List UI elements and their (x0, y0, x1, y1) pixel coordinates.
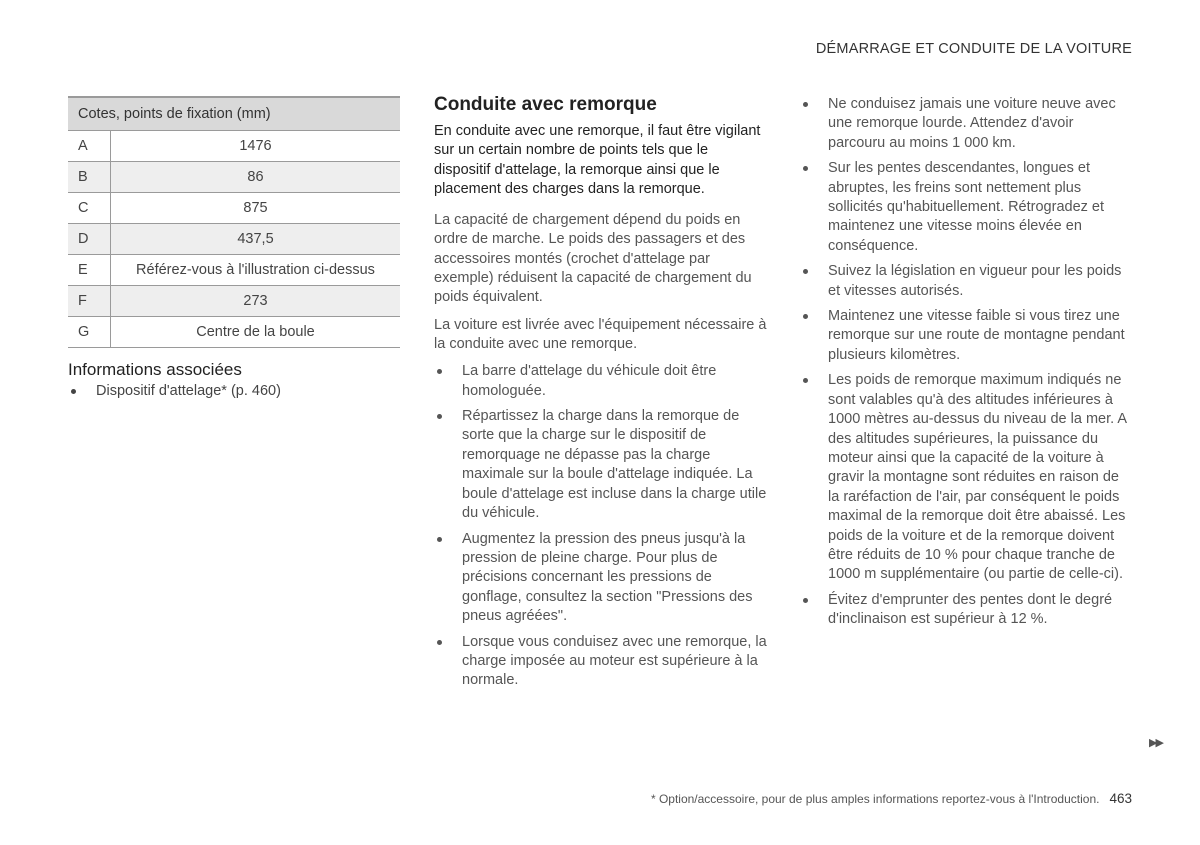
list-item: Évitez d'emprunter des pentes dont le degré d'inclinaison est supérieur à 12 %. (800, 591, 1134, 630)
row-value: 273 (111, 286, 401, 317)
table-row (68, 162, 400, 193)
dimensions-table (68, 96, 400, 348)
paragraph: La capacité de chargement dépend du poids en ordre de marche. Le poids des passagers et des accessoires montés (crochet d'attelage par exemple) réduisent la capacité de chargement du poids équivalent. (434, 212, 752, 306)
list-item: Sur les pentes descendantes, longues et abruptes, les freins sont nettement plus sollicités qu'habituellement. Rétrogradez et maintenez une vitesse moins élevée en conséquence. (800, 159, 1134, 256)
bullet-list (434, 362, 768, 691)
row-key: A (68, 131, 111, 162)
section-title: Conduite avec remorque (434, 94, 657, 115)
list-item: Ne conduisez jamais une voiture neuve avec une remorque lourde. Attendez d'avoir parcouru au moins 1 000 km. (800, 95, 1134, 153)
row-key: C (68, 193, 111, 224)
row-value: 1476 (111, 131, 401, 162)
row-key: D (68, 224, 111, 255)
continue-arrows-icon: ▶▶ (1149, 737, 1162, 749)
list-item: Augmentez la pression des pneus jusqu'à la pression de pleine charge. Pour plus de précisions concernant les pressions de gonflage, consultez la section "Pressions des pneus agréées". (434, 530, 768, 627)
list-item: Lorsque vous conduisez avec une remorque, la charge imposée au moteur est supérieure à la normale. (434, 633, 768, 691)
bullet-list (800, 95, 1134, 630)
row-value: 437,5 (111, 224, 401, 255)
running-header: DÉMARRAGE ET CONDUITE DE LA VOITURE (815, 41, 1132, 57)
table-row (68, 224, 400, 255)
footnote-text: * Option/accessoire, pour de plus amples informations reportez-vous à l'Introduction. (650, 792, 1100, 806)
table-row (68, 255, 400, 286)
row-value: Référez-vous à l'illustration ci-dessus (111, 255, 401, 286)
row-value: 875 (111, 193, 401, 224)
row-value: Centre de la boule (111, 317, 401, 348)
list-item: Répartissez la charge dans la remorque de sorte que la charge sur le dispositif de remorquage ne dépasse pas la charge maximale sur la boule d'attelage indiquée. La boule d'attelage est incluse dans la charge utile du véhicule. (434, 407, 768, 523)
related-info-title: Informations associées (68, 360, 242, 379)
row-key: G (68, 317, 111, 348)
table-row (68, 317, 400, 348)
table-row (68, 286, 400, 317)
list-item: Les poids de remorque maximum indiqués ne sont valables qu'à des altitudes inférieures à 1000 mètres au-dessus du niveau de la mer. A des altitudes supérieures, la puissance du moteur ainsi que la capacité de la voiture à gravir la montagne sont réduites en raison de la raréfaction de l'air, par conséquent le poids maximal de la remorque doit être abaissé. Les poids de la voiture et de la remorque doivent être réduits de 10 % pour chaque tranche de 1000 m supplémentaire (ou partie de celle-ci). (800, 371, 1134, 584)
section-intro: En conduite avec une remorque, il faut être vigilant sur un certain nombre de points tels que le dispositif d'attelage, la remorque ainsi que le placement des charges dans la remorque. (434, 123, 761, 197)
table-row (68, 131, 400, 162)
row-value: 86 (111, 162, 401, 193)
page-number: 463 (1109, 791, 1132, 806)
list-item: Maintenez une vitesse faible si vous tirez une remorque sur une route de montagne pendant plusieurs kilomètres. (800, 307, 1134, 365)
list-item: Suivez la législation en vigueur pour les poids et vitesses autorisés. (800, 262, 1134, 301)
table-heading: Cotes, points de fixation (mm) (68, 97, 400, 131)
row-key: B (68, 162, 111, 193)
table-row (68, 193, 400, 224)
footer (651, 791, 1132, 806)
row-key: E (68, 255, 111, 286)
related-info-list (68, 382, 400, 401)
left-column (68, 96, 400, 401)
right-column (800, 95, 1134, 636)
related-link-towbar[interactable]: Dispositif d'attelage* (p. 460) (68, 382, 400, 401)
list-item: La barre d'attelage du véhicule doit être homologuée. (434, 362, 768, 401)
row-key: F (68, 286, 111, 317)
middle-column (434, 94, 768, 697)
paragraph: La voiture est livrée avec l'équipement nécessaire à la conduite avec une remorque. (434, 316, 767, 352)
